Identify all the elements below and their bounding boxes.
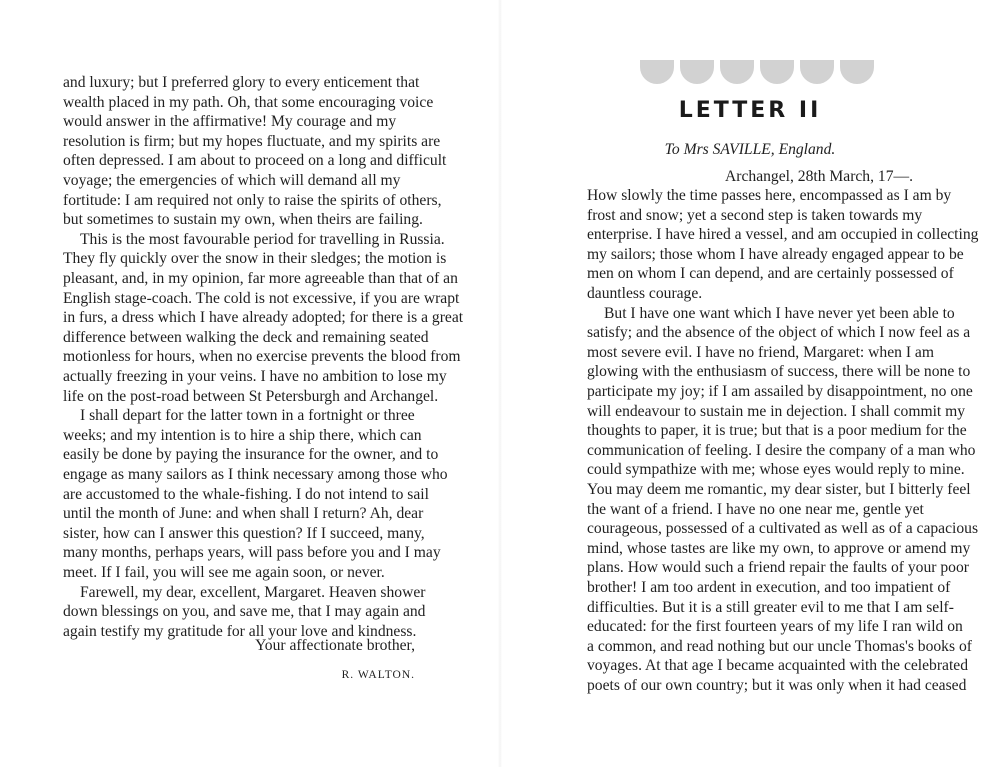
text-line: glowing with the enthusiasm of success, there will be none to — [587, 363, 971, 381]
text-line: could sympathize with me; whose eyes would reply to mine. — [587, 461, 965, 479]
text-line: How slowly the time passes here, encompassed as I am by — [587, 187, 952, 204]
text-line: weeks; and my intention is to hire a ship there, which can — [63, 426, 422, 444]
text-line: often depressed. I am about to proceed on a long and difficult — [63, 152, 447, 170]
closing-salutation: Your affectionate brother, — [255, 637, 415, 654]
text-line: But I have one want which I have never yet been able to — [604, 304, 955, 322]
text-line: actually freezing in your veins. I have no ambition to lose my — [63, 368, 447, 385]
text-line: would answer in the affirmative! My courage and my — [63, 113, 397, 131]
text-line: the want of a friend. I have no one near me, gentle yet — [587, 500, 924, 518]
text-line: enterprise. I have hired a vessel, and am occupied in collecting — [587, 226, 979, 244]
text-line: again testify my gratitude for all your love and kindness. — [63, 622, 417, 640]
text-line: They fly quickly over the snow in their sledges; the motion is — [63, 250, 447, 268]
text-line: my sailors; those whom I have already engaged appear to be — [587, 245, 964, 263]
text-line: wealth placed in my path. Oh, that some encouraging voice — [63, 93, 434, 111]
text-line: down blessings on you, and save me, that I may again and — [63, 603, 426, 621]
text-line: difficulties. But it is a still greater evil to me that I am self- — [587, 598, 954, 616]
text-line: but sometimes to sustain my own, when theirs are failing. — [63, 211, 423, 229]
text-line: pleasant, and, in my opinion, far more agreeable than that of an — [63, 270, 458, 287]
text-line: life on the post-road between St Petersburgh and Archangel. — [63, 387, 439, 405]
text-line: motionless for hours, when no exercise prevents the blood from — [63, 348, 461, 366]
text-line: will endeavour to sustain me in dejection. I shall commit my — [587, 402, 966, 420]
text-line: poets of our own country; but it was only when it had ceased — [587, 677, 967, 694]
letter-dateline: Archangel, 28th March, 17—. — [725, 168, 913, 185]
text-line: voyages. At that age I became acquainted with the celebrated — [587, 657, 969, 675]
text-line: English stage-coach. The cold is not excessive, if you are wrapt — [63, 289, 460, 307]
text-line: difference between walking the deck and remaining seated — [63, 328, 429, 346]
text-line: resolution is firm; but my hopes fluctuate, and my spirits are — [63, 132, 441, 150]
text-line: men on whom I can depend, and are certainly possessed of — [587, 265, 954, 283]
text-line: sister, how can I answer this question? If I succeed, many, — [63, 524, 425, 542]
text-line: I shall depart for the latter town in a fortnight or three — [80, 407, 415, 425]
signature: R. WALTON. — [341, 669, 415, 681]
text-line: You may deem me romantic, my dear sister, but I bitterly feel — [587, 481, 971, 498]
text-line: frost and snow; yet a second step is taken towards my — [587, 206, 923, 224]
text-line: many months, perhaps years, will pass before you and I may — [63, 544, 441, 562]
text-line: satisfy; and the absence of the object of which I now feel as a — [587, 324, 971, 342]
text-line: easily be done by paying the insurance for the owner, and to — [63, 446, 439, 464]
text-line: mind, whose tastes are like my own, to approve or amend my — [587, 539, 971, 557]
text-line: meet. If I fail, you will see me again soon, or never. — [63, 564, 385, 581]
text-line: in furs, a dress which I have already adopted; for there is a great — [63, 309, 464, 327]
text-line: educated: for the first fourteen years of my life I ran wild on — [587, 618, 963, 636]
text-line: and luxury; but I preferred glory to every enticement that — [63, 74, 420, 91]
text-line: engage as many sailors as I think necessary among those who — [63, 466, 448, 483]
text-line: communication of feeling. I desire the company of a man who — [587, 441, 976, 459]
text-line: dauntless courage. — [587, 285, 703, 302]
text-line: voyage; the emergencies of which will demand all my — [63, 172, 401, 189]
text-line: most severe evil. I have no friend, Margaret: when I am — [587, 343, 934, 361]
text-line: plans. How would such a friend repair the faults of your poor — [587, 559, 969, 577]
text-line: Farewell, my dear, excellent, Margaret. Heaven shower — [80, 583, 426, 601]
text-line: participate my joy; if I am assailed by disappointment, no one — [587, 383, 973, 400]
letter-address: To Mrs SAVILLE, England. — [664, 141, 836, 158]
text-line: thoughts to paper, it is true; but that is a poor medium for the — [587, 422, 967, 440]
text-line: until the month of June: and when shall I return? Ah, dear — [63, 505, 424, 523]
letter-heading: LETTER II — [678, 98, 822, 123]
text-line: brother! I am too ardent in execution, and too impatient of — [587, 579, 951, 596]
right-page — [500, 0, 1000, 767]
text-line: fortitude: I am required not only to raise the spirits of others, — [63, 191, 442, 209]
text-line: are accustomed to the whale-fishing. I do not intend to sail — [63, 485, 429, 503]
text-line: This is the most favourable period for travelling in Russia. — [80, 230, 445, 248]
text-line: courageous, possessed of a cultivated as well as of a capacious — [587, 520, 979, 538]
text-line: a common, and read nothing but our uncle Thomas's books of — [587, 637, 972, 655]
